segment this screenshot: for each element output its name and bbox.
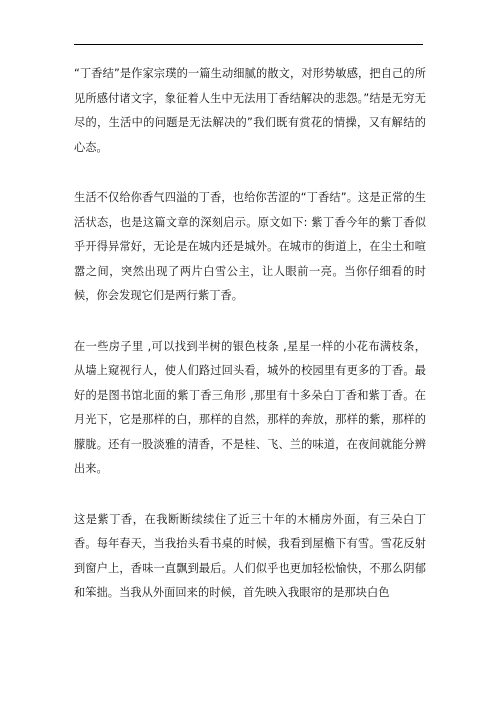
document-body <box>74 62 426 632</box>
paragraph-2: 生活不仅给你香气四溢的丁香，也给你苦涩的“丁香结”。这是正常的生活状态，也是这篇文章的深刻启示。原文如下: 紫丁香今年的紫丁香似乎开得异常好，无论是在城内还是城外。在城市的街道上，在尘土和喧嚣之间，突然出现了两片白雪公主，让人眼前一亮。当你仔细看的时候，你会发现它们是两行紫丁香。 <box>74 191 426 302</box>
paragraph-4: 这是紫丁香，在我断断续续住了近三十年的木桶房外面，有三朵白丁香。每年春天，当我抬头看书桌的时候，我看到屋檐下有雪。雪花反射到窗户上，香味一直飘到最后。人们似乎也更加轻松愉快，不那么阴郁和笨拙。当我从外面回来的时候，首先映入我眼帘的是那块白色 <box>74 512 426 599</box>
header-rule <box>74 44 423 45</box>
paragraph-1: “丁香结”是作家宗璞的一篇生动细腻的散文，对形势敏感，把自己的所见所感付诸文字，象征着人生中无法用丁香结解决的悲怨。”结是无穷无尽的，生活中的问题是无法解决的”我们既有赏花的情操，又有解结的心态。 <box>74 67 426 154</box>
paragraph-3: 在一些房子里 ,可以找到半树的银色枝条 ,星星一样的小花布满枝条，从墙上窥视行人，使人们路过回头看，城外的校园里有更多的丁香。最好的是图书馆北面的紫丁香三角形 ,那里有十多朵白丁香和紫丁香。在月光下，它是那样的白，那样的自然，那样的奔放，那样的紫，那样的朦胧。还有一股淡雅的清香，不是桂、飞、兰的味道，在夜间就能分辨出来。 <box>74 339 426 475</box>
